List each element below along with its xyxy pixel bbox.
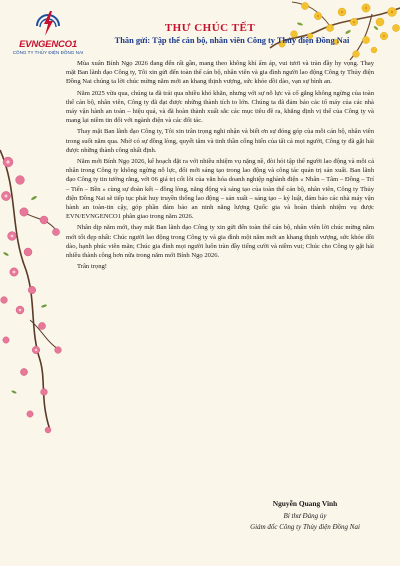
company-logo: [8, 8, 88, 55]
letter-paragraph: Năm 2025 vừa qua, chúng ta đã trải qua nhiều khó khăn, nhưng với sự nỗ lực và cố gắng không ngừng của toàn thể cán bộ, nhân viên, Công ty đã đạt được những thành tích to lớn. Chúng ta đã đảm bảo các tổ máy của các nhà máy vận hành an toàn – hiệu quả, và đã hoàn thành xuất sắc các mục tiêu đề ra, khẳng định vị thế của Công ty và mang lại niềm tin đối với ngành điện và các đối tác.: [66, 89, 374, 125]
logo-brand-text: EVNGENCO1: [19, 39, 77, 50]
signer-role: Bí thư Đảng ủy: [283, 512, 327, 520]
letter-paragraph: Năm mới Bính Ngọ 2026, kế hoạch đặt ra với nhiều nhiệm vụ nặng nề, đòi hỏi tập thể người lao động và mỗi cá nhân trong Công ty không ngừng nỗ lực, đổi mới sáng tạo trong lao động và công tác quản trị sản xuất. Ban lãnh đạo Công ty tin tưởng rằng, với 06 giá trị cốt lõi của văn hóa doanh nghiệp nghành điện « Nhân – Tâm – Đồng – Trí – Tiến – Bền » cùng sự đoàn kết – đồng lòng, năng động và sáng tạo của toàn thể cán bộ, nhân viên, Công ty Thủy điện Đồng Nai sẽ tiếp tục phát huy truyền thống lao động – sản xuất – sáng tạo – kỷ luật, đảm bảo các nhà máy vận hành an toàn-tin cậy, góp phần đảm bảo an ninh năng lượng Quốc gia và hoàn thành nhiệm vụ được EVN/EVNGENCO1 phân giao trong năm 2026.: [66, 158, 374, 221]
signature-block: [230, 499, 380, 534]
letter-closing: Trân trọng!: [77, 263, 107, 271]
letter-title: THƯ CHÚC TẾT: [164, 22, 256, 34]
letter-addressee: Thân gửi: Tập thể cán bộ, nhân viên Công ty Thủy điện Đồng Nai: [114, 36, 350, 45]
logo-subtitle: CÔNG TY THỦY ĐIỆN ĐỒNG NAI: [12, 50, 84, 55]
signer-position: Giám đốc Công ty Thủy điện Đồng Nai: [250, 523, 360, 531]
letter-paragraph: Nhân dịp năm mới, thay mặt Ban lãnh đạo Công ty xin gửi đến toàn thể cán bộ, nhân viên lời chúc mừng năm mới tốt đẹp nhất: Chúc người lao động trong Công ty và gia đình một năm mới an khang thịnh vượng, sức khỏe dồi dào, hạnh phúc viên mãn; Chúc gia đình mọi người luôn tràn đầy tiếng cười và niềm vui; Chúc cho Công ty gặt hái nhiều thành công hơn nữa trong năm mới Bính Ngọ 2026.: [66, 224, 374, 259]
letter-body: [66, 59, 374, 274]
letter-paragraph: Thay mặt Ban lãnh đạo Công ty, Tôi xin trân trọng nghi nhận và biết ơn sự đóng góp của mỗi cán bộ, nhân viên trong suốt năm qua. Nhờ có sự đồng lòng, quyết tâm và tinh thần cống hiến của tất cả mọi người, Công ty đã gặt hái được những thành công nhất định.: [66, 128, 374, 154]
evn-logo-icon: [33, 8, 63, 38]
letter-paragraph: Mùa xuân Bính Ngọ 2026 đang đến rất gần, mang theo không khí ấm áp, vui tươi và tràn đầy hy vọng. Thay mặt Ban lãnh đạo Công ty, Tôi xin gửi đến toàn thể cán bộ, nhân viên và gia đình người lao động Công ty Thủy điện Đồng Nai chúng ta lời chúc mừng năm mới an khang thịnh vượng, sức khỏe dồi dào, vạn sự bình an.: [66, 60, 374, 86]
signer-name: Nguyễn Quang Vinh: [272, 499, 338, 508]
